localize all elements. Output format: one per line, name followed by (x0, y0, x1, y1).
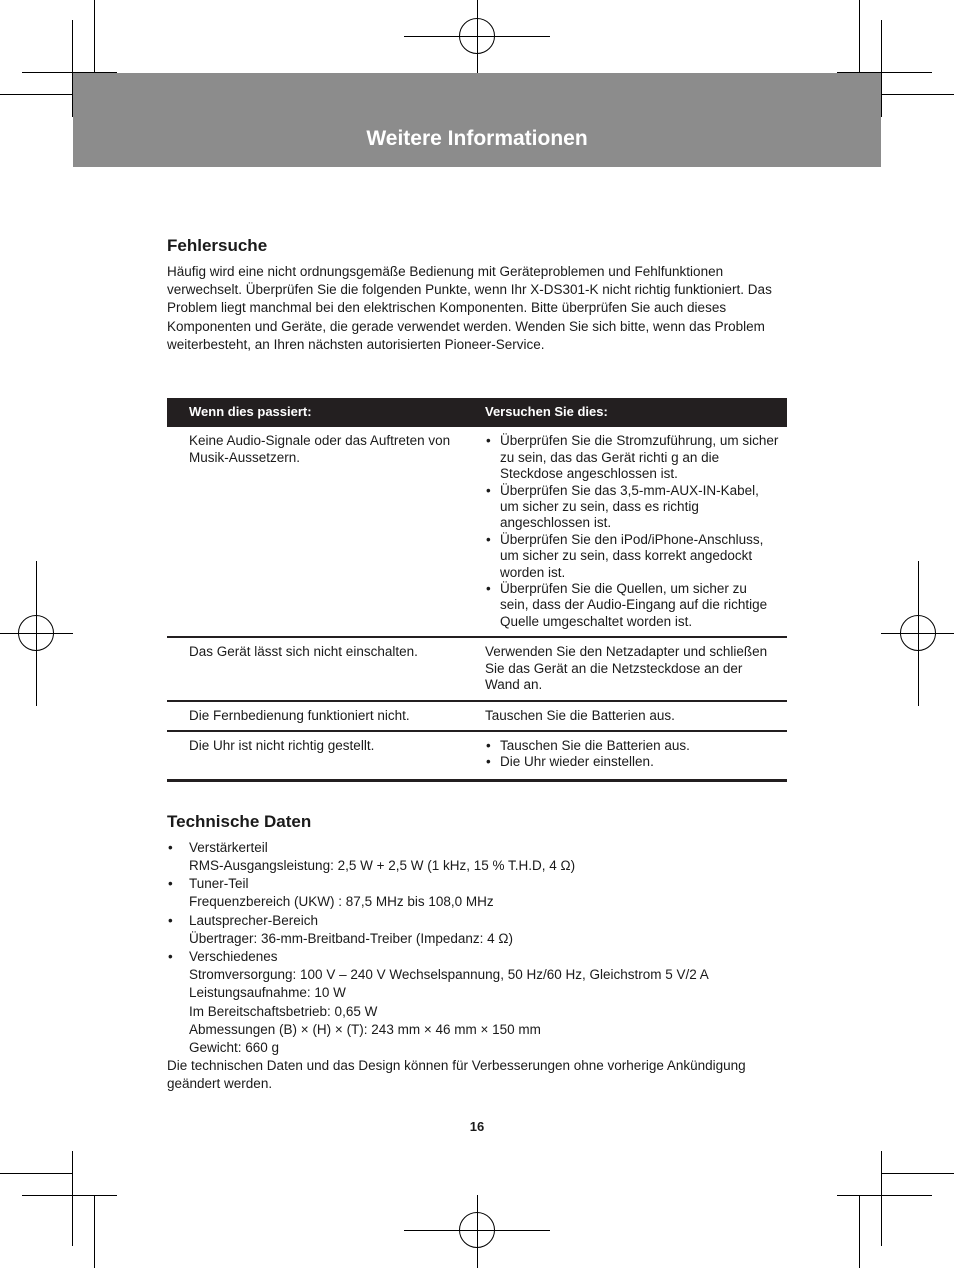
solution-item: • Tauschen Sie die Batterien aus. (485, 738, 779, 754)
page-number: 16 (469, 1119, 485, 1134)
table-row (167, 701, 787, 731)
spec-line: RMS-Ausgangsleistung: 2,5 W + 2,5 W (1 kHz, 15 % T.H.D, 4 Ω) (189, 857, 576, 873)
fehlersuche-heading: Fehlersuche (167, 236, 268, 255)
solution-list (485, 738, 779, 771)
column-header-problem: Wenn dies passiert: (167, 398, 469, 427)
spec-group (167, 875, 787, 911)
table-header-row (167, 398, 787, 427)
table-row (167, 731, 787, 780)
table-row (167, 637, 787, 700)
spec-group-title: • Verschiedenes (189, 948, 278, 964)
spec-list (167, 839, 787, 1057)
spec-line: Abmessungen (B) × (H) × (T): 243 mm × 46 mm × 150 mm (189, 1021, 541, 1037)
solution-cell (469, 731, 787, 780)
solution-item: • Überprüfen Sie die Quellen, um sicher zu sein, dass der Audio-Eingang auf die richtige Quelle umgeschaltet worden ist. (485, 581, 779, 630)
solution-cell (469, 427, 787, 637)
solution-cell: Tauschen Sie die Batterien aus. (469, 701, 787, 731)
solution-item: • Überprüfen Sie die Stromzuführung, um sicher zu sein, das das Gerät richti g an die Steckdose angeschlossen ist. (485, 433, 779, 482)
spec-group-title: • Tuner-Teil (189, 876, 249, 892)
problem-cell: Die Fernbedienung funktioniert nicht. (167, 701, 469, 731)
spec-line: Leistungsaufnahme: 10 W (189, 985, 346, 1001)
spec-line: Stromversorgung: 100 V – 240 V Wechselspannung, 50 Hz/60 Hz, Gleichstrom 5 V/2 A (189, 967, 709, 983)
spec-line: Gewicht: 660 g (189, 1039, 280, 1055)
technische-daten-heading: Technische Daten (167, 811, 312, 831)
spec-group-title: • Lautsprecher-Bereich (189, 912, 319, 928)
troubleshooting-table (167, 398, 787, 782)
spec-line: Übertrager: 36-mm-Breitband-Treiber (Impedanz: 4 Ω) (189, 930, 513, 946)
header-band (73, 73, 881, 167)
solution-list (485, 433, 779, 630)
column-header-solution: Versuchen Sie dies: (469, 398, 787, 427)
problem-cell: Keine Audio-Signale oder das Auftreten von Musik-Aussetzern. (167, 427, 469, 637)
spec-line: Frequenzbereich (UKW) : 87,5 MHz bis 108,0 MHz (189, 894, 494, 910)
fehlersuche-intro: Häufig wird eine nicht ordnungsgemäße Bedienung mit Geräteproblemen und Fehlfunktionen verwechselt. Überprüfen Sie die folgenden Punkte, wenn Ihr X-DS301-K nicht richtig funktioniert. Das Problem liegt manchmal bei den elektrischen Komponenten. Bitte überprüfen Sie auch dieses Komponenten und Geräte, die gerade verwendet werden. Wenden Sie sich bitte, wenn das Problem weiterbesteht, an Ihren nächsten autorisierten Pioneer-Service. (167, 264, 772, 352)
solution-cell: Verwenden Sie den Netzadapter und schließen Sie das Gerät an die Netzsteckdose an der Wand an. (469, 637, 787, 700)
problem-cell: Die Uhr ist nicht richtig gestellt. (167, 731, 469, 780)
page-title: Weitere Informationen (366, 127, 588, 150)
problem-cell: Das Gerät lässt sich nicht einschalten. (167, 637, 469, 700)
technische-daten-section (167, 812, 787, 1094)
spec-group-title: • Verstärkerteil (189, 839, 268, 855)
spec-group (167, 839, 787, 875)
solution-item: • Überprüfen Sie das 3,5-mm-AUX-IN-Kabel, um sicher zu sein, dass es richtig angeschlossen ist. (485, 483, 779, 532)
solution-item: • Die Uhr wieder einstellen. (485, 754, 779, 770)
spec-line: Im Bereitschaftsbetrieb: 0,65 W (189, 1003, 378, 1019)
content (167, 236, 787, 1094)
spec-group (167, 912, 787, 948)
table-row (167, 427, 787, 637)
fehlersuche-section (167, 236, 787, 782)
solution-item: • Überprüfen Sie den iPod/iPhone-Anschluss, um sicher zu sein, dass korrekt angedockt worden ist. (485, 532, 779, 581)
spec-note: Die technischen Daten und das Design können für Verbesserungen ohne vorherige Ankündigung geändert werden. (167, 1058, 746, 1092)
spec-group (167, 948, 787, 1057)
